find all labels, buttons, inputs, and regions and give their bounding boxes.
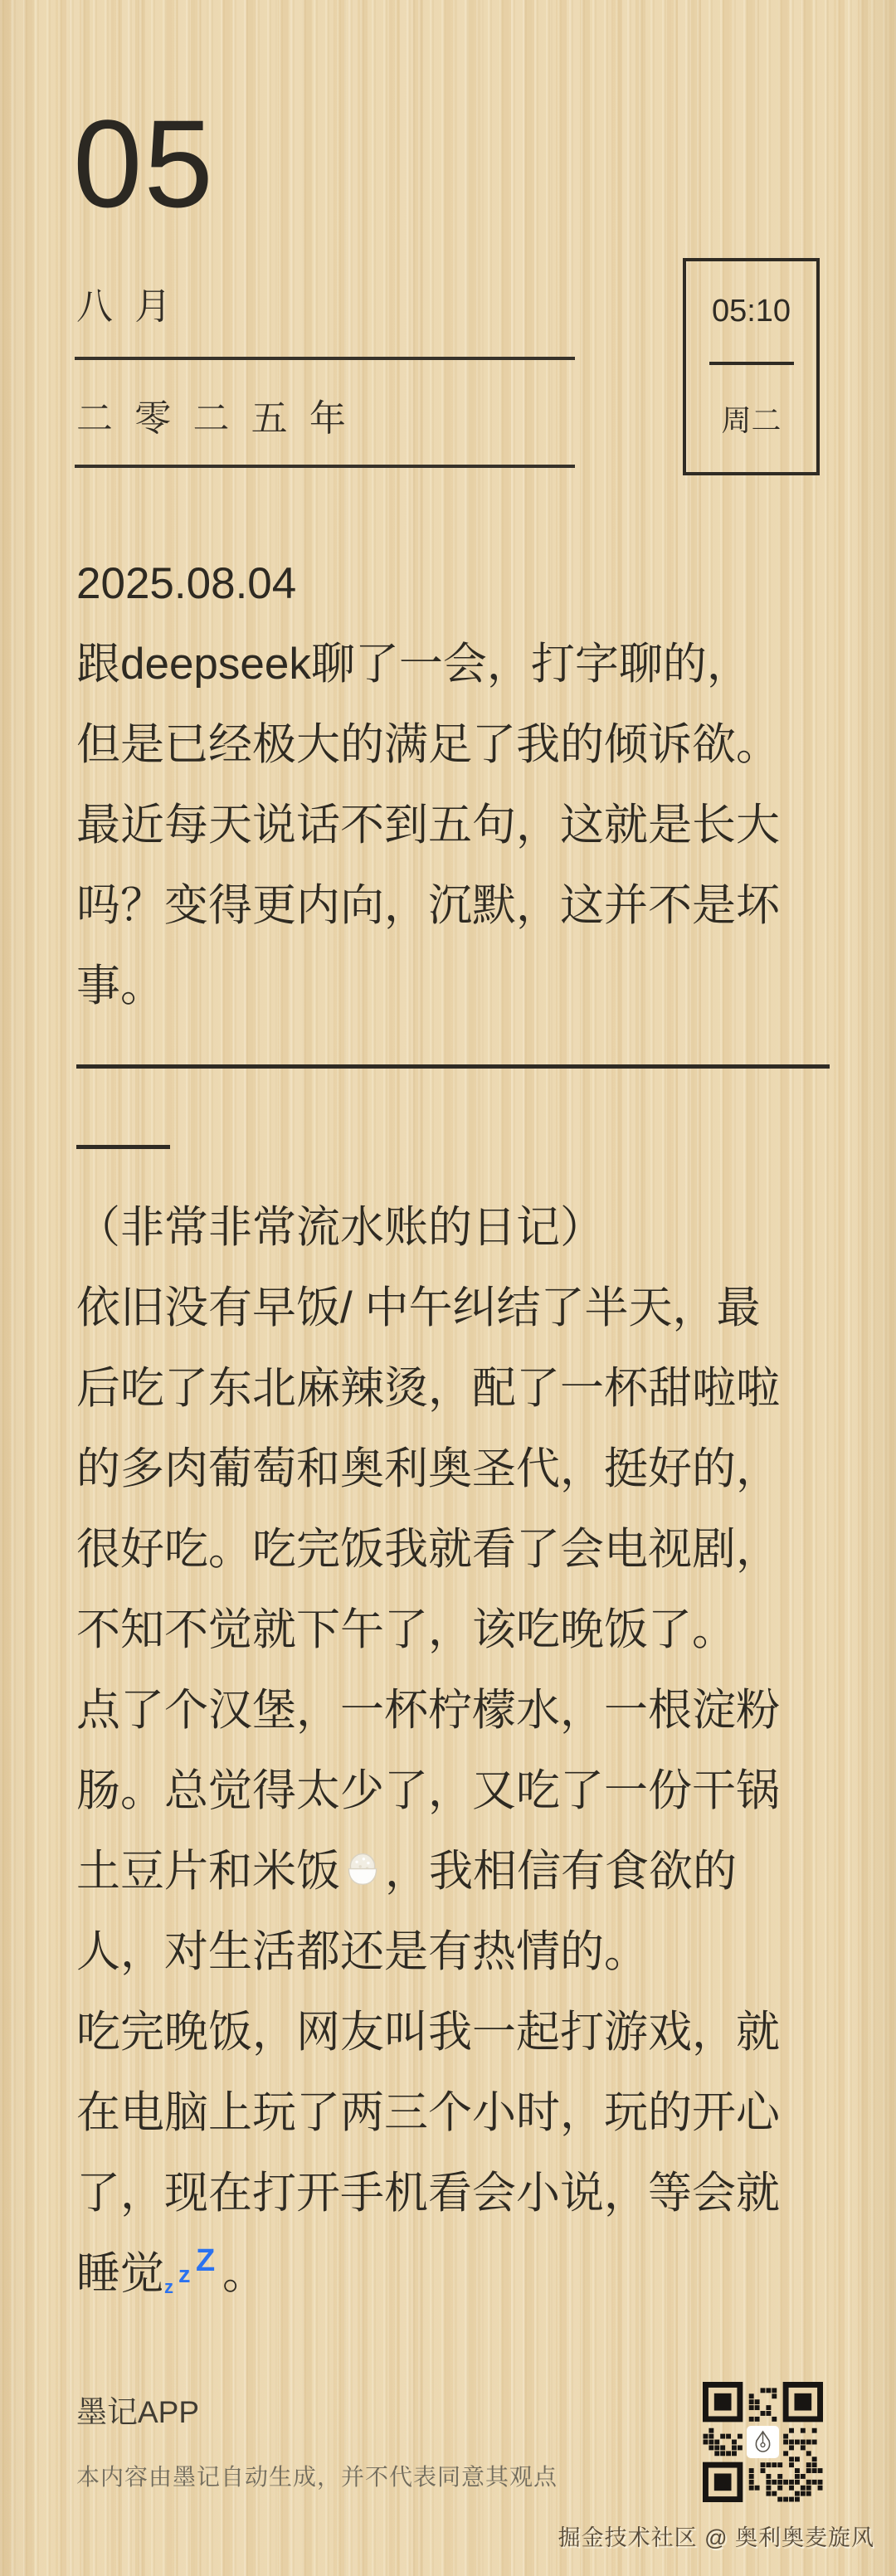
diary-line: 后吃了东北麻辣烫，配了一杯甜啦啦 bbox=[76, 1364, 780, 1413]
diary-line: 人，对生活都还是有热情的。 bbox=[76, 1927, 648, 1976]
diary-line: 肠。总觉得太少了，又吃了一份干锅 bbox=[76, 1766, 780, 1815]
diary-line: 事。 bbox=[76, 962, 164, 1010]
weekday-label: 周二 bbox=[721, 403, 782, 437]
zzz-icon: z z Z bbox=[164, 2243, 216, 2297]
app-name: 墨记APP bbox=[76, 2395, 200, 2429]
time-box bbox=[683, 258, 820, 475]
section-divider-long bbox=[76, 1026, 830, 1107]
diary-line bbox=[76, 1831, 830, 1911]
disclaimer-text: 本内容由墨记自动生成，并不代表同意其观点 bbox=[76, 2464, 558, 2490]
diary-line: 但是已经极大的满足了我的倾诉欲。 bbox=[76, 720, 780, 769]
time-divider bbox=[709, 362, 794, 365]
qr-code bbox=[703, 2382, 823, 2502]
diary-line: 跟deepseek聊了一会，打字聊的， bbox=[76, 640, 751, 689]
section-divider-short bbox=[76, 1107, 830, 1187]
diary-line: （非常非常流水账的日记） bbox=[76, 1203, 604, 1252]
diary-line: 了，现在打开手机看会小说，等会就 bbox=[76, 2169, 780, 2218]
diary-line: 很好吃。吃完饭我就看了会电视剧， bbox=[76, 1525, 780, 1574]
month-underline bbox=[75, 357, 575, 360]
diary-line: 依旧没有早饭/ 中午纠结了半天，最 bbox=[76, 1283, 761, 1332]
year-label: 二 零 二 五 年 bbox=[76, 398, 352, 439]
day-number: 05 bbox=[73, 94, 215, 233]
diary-line: 不知不觉就下午了，该吃晚饭了。 bbox=[76, 1605, 736, 1654]
diary-line: 最近每天说话不到五句，这就是长大 bbox=[76, 801, 780, 850]
time-value: 05:10 bbox=[711, 294, 791, 329]
diary-line: 点了个汉堡，一杯柠檬水，一根淀粉 bbox=[76, 1686, 780, 1735]
diary-line: 吗？变得更内向，沉默，这并不是坏 bbox=[76, 881, 780, 930]
diary-line: 的多肉葡萄和奥利奥圣代，挺好的， bbox=[76, 1444, 780, 1493]
sleep-line-before: 睡觉 bbox=[76, 2249, 164, 2298]
rice-bowl-icon bbox=[342, 1836, 383, 1877]
watermark: 掘金技术社区 @ 奥利奥麦旋风 bbox=[558, 2525, 874, 2550]
diary-line: 在电脑上玩了两三个小时，玩的开心 bbox=[76, 2088, 780, 2137]
month-label: 八 月 bbox=[76, 286, 178, 327]
diary-body bbox=[76, 543, 830, 2314]
rice-line-after: ，我相信有食欲的 bbox=[385, 1847, 737, 1896]
rice-line-before: 土豆片和米饭 bbox=[76, 1847, 340, 1896]
sleep-line-after: 。 bbox=[222, 2249, 266, 2298]
diary-date: 2025.08.04 bbox=[76, 559, 297, 608]
year-underline bbox=[75, 465, 575, 468]
diary-line bbox=[76, 2233, 830, 2314]
diary-line: 吃完晚饭，网友叫我一起打游戏，就 bbox=[76, 2008, 780, 2057]
